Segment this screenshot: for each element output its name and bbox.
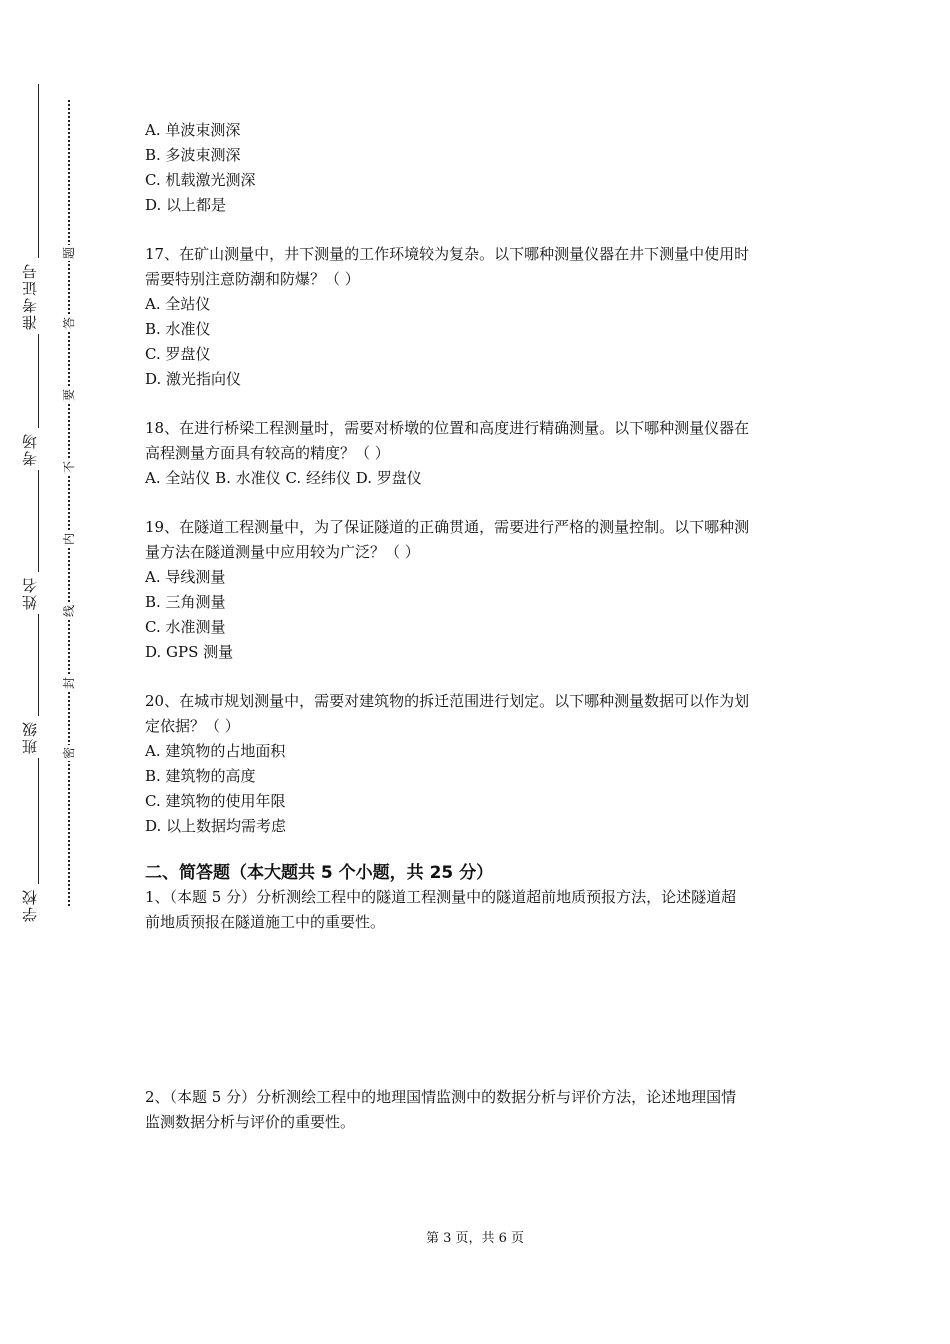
question-text: 监测数据分析与评价的重要性。 — [145, 1113, 356, 1131]
question-text: 20、在城市规划测量中，需要对建筑物的拆迁范围进行划定。以下哪种测量数据可以作为划 — [145, 692, 750, 710]
field-exam-id: 准考证号 — [22, 258, 52, 334]
option: C. 罗盘仪 — [145, 345, 211, 363]
seal-char: 题 — [62, 247, 76, 260]
field-name: 姓名 — [22, 572, 52, 614]
question-text: 2、（本题 5 分）分析测绘工程中的地理国情监测中的数据分析与评价方法，论述地理国情 — [145, 1088, 737, 1106]
question-text: 需要特别注意防潮和防爆？（ ） — [145, 270, 360, 288]
option: D. GPS 测量 — [145, 643, 234, 661]
seal-char: 线 — [62, 605, 76, 618]
question-text: 17、在矿山测量中，井下测量的工作环境较为复杂。以下哪种测量仪器在井下测量中使用时 — [145, 245, 750, 263]
option: B. 建筑物的高度 — [145, 767, 256, 785]
short-answer-2 — [145, 1085, 810, 1135]
seal-char: 要 — [62, 389, 76, 402]
seal-char: 封 — [62, 677, 76, 690]
option: D. 以上数据均需考虑 — [145, 817, 287, 835]
question-text: 前地质预报在隧道施工中的重要性。 — [145, 913, 386, 931]
question-17 — [145, 242, 810, 392]
binding-strip — [0, 0, 90, 1344]
question-text: 18、在进行桥梁工程测量时，需要对桥墩的位置和高度进行精确测量。以下哪种测量仪器在 — [145, 419, 750, 437]
option: A. 单波束测深 — [145, 121, 241, 139]
page-footer: 第 3 页，共 6 页 — [425, 1231, 525, 1246]
answer-space — [145, 935, 810, 1085]
page-content — [145, 118, 810, 1135]
seal-dotted-line — [68, 100, 70, 906]
seal-char: 不 — [62, 461, 76, 474]
field-class: 班级 — [22, 716, 52, 758]
section-title: 二、简答题（本大题共 5 个小题，共 25 分） — [145, 863, 494, 883]
option: C. 建筑物的使用年限 — [145, 792, 286, 810]
seal-char: 内 — [62, 533, 76, 546]
question-19 — [145, 515, 810, 665]
option: D. 激光指向仪 — [145, 370, 242, 388]
field-school: 学校 — [22, 884, 52, 926]
question-text: 量方法在隧道测量中应用较为广泛？（ ） — [145, 543, 420, 561]
question-text: 1、（本题 5 分）分析测绘工程中的隧道工程测量中的隧道超前地质预报方法，论述隧道超 — [145, 888, 737, 906]
option: A. 全站仪 — [145, 295, 211, 313]
question-text: 定依据？（ ） — [145, 717, 240, 735]
option: B. 多波束测深 — [145, 146, 241, 164]
short-answer-1 — [145, 885, 810, 935]
option: B. 水准仪 — [145, 320, 211, 338]
option: A. 导线测量 — [145, 568, 226, 586]
question-20 — [145, 689, 810, 839]
field-exam-room: 考场 — [22, 428, 52, 470]
binding-solid-line — [38, 84, 39, 914]
seal-char: 密 — [62, 747, 76, 760]
option: C. 机载激光测深 — [145, 171, 256, 189]
question-text: 19、在隧道工程测量中，为了保证隧道的正确贯通，需要进行严格的测量控制。以下哪种测 — [145, 518, 750, 536]
q16-options — [145, 118, 810, 218]
question-text: 高程测量方面具有较高的精度？（ ） — [145, 444, 390, 462]
seal-char: 答 — [62, 317, 76, 330]
option: A. 建筑物的占地面积 — [145, 742, 286, 760]
option: D. 以上都是 — [145, 196, 227, 214]
option: A. 全站仪 B. 水准仪 C. 经纬仪 D. 罗盘仪 — [145, 469, 422, 487]
option: C. 水准测量 — [145, 618, 226, 636]
option: B. 三角测量 — [145, 593, 226, 611]
question-18 — [145, 416, 810, 491]
